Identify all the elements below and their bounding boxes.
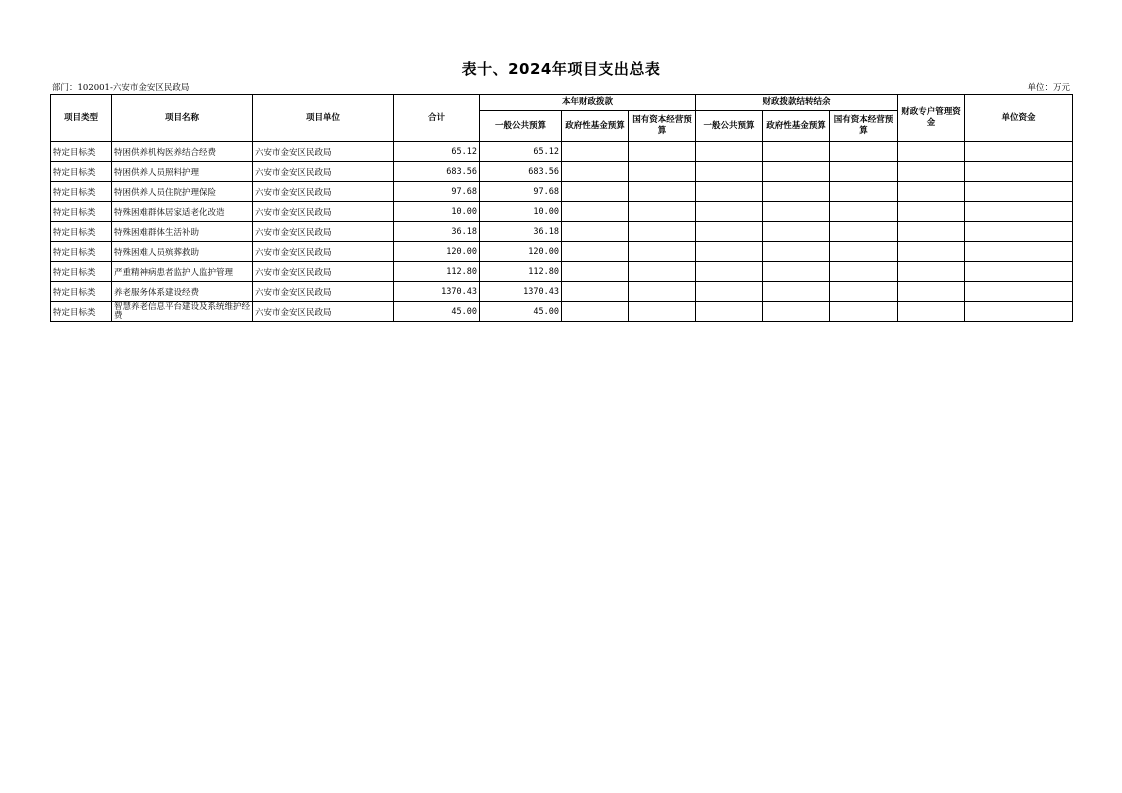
- cell-unit: 六安市金安区民政局: [253, 262, 394, 282]
- cell-empty: [562, 202, 629, 222]
- cell-unit: 六安市金安区民政局: [253, 242, 394, 262]
- cell-unit: 六安市金安区民政局: [253, 142, 394, 162]
- table-row: [51, 182, 1073, 202]
- header-project-type: 项目类型: [51, 95, 112, 142]
- cell-general-budget: 120.00: [480, 242, 562, 262]
- cell-empty: [629, 142, 696, 162]
- cell-empty: [562, 162, 629, 182]
- cell-empty: [965, 262, 1073, 282]
- cell-name: 特殊困难群体居家适老化改造: [112, 202, 253, 222]
- header-carryover-general-budget: 一般公共预算: [696, 111, 763, 142]
- cell-empty: [562, 302, 629, 322]
- cell-general-budget: 10.00: [480, 202, 562, 222]
- header-project-unit: 项目单位: [253, 95, 394, 142]
- cell-empty: [898, 142, 965, 162]
- department-label: 部门：102001-六安市金安区民政局: [52, 83, 190, 93]
- cell-empty: [629, 282, 696, 302]
- header-gov-fund-budget: 政府性基金预算: [562, 111, 629, 142]
- cell-empty: [965, 202, 1073, 222]
- cell-empty: [562, 142, 629, 162]
- cell-general-budget: 65.12: [480, 142, 562, 162]
- cell-empty: [629, 302, 696, 322]
- cell-empty: [629, 222, 696, 242]
- table-row: [51, 242, 1073, 262]
- cell-empty: [629, 242, 696, 262]
- cell-empty: [830, 282, 898, 302]
- cell-unit: 六安市金安区民政局: [253, 222, 394, 242]
- header-project-name: 项目名称: [112, 95, 253, 142]
- cell-total: 45.00: [394, 302, 480, 322]
- cell-type: 特定目标类: [51, 182, 112, 202]
- cell-empty: [965, 242, 1073, 262]
- cell-total: 65.12: [394, 142, 480, 162]
- cell-total: 36.18: [394, 222, 480, 242]
- cell-empty: [763, 202, 830, 222]
- cell-empty: [830, 262, 898, 282]
- cell-empty: [696, 182, 763, 202]
- unit-label: 单位：万元: [1027, 83, 1070, 93]
- cell-empty: [830, 222, 898, 242]
- cell-type: 特定目标类: [51, 162, 112, 182]
- cell-empty: [696, 242, 763, 262]
- cell-unit: 六安市金安区民政局: [253, 162, 394, 182]
- cell-empty: [763, 182, 830, 202]
- cell-empty: [629, 262, 696, 282]
- cell-empty: [830, 142, 898, 162]
- header-carryover-gov-fund-budget: 政府性基金预算: [763, 111, 830, 142]
- cell-empty: [965, 142, 1073, 162]
- cell-type: 特定目标类: [51, 142, 112, 162]
- cell-empty: [965, 162, 1073, 182]
- cell-general-budget: 97.68: [480, 182, 562, 202]
- cell-name: 特殊困难人员殡葬救助: [112, 242, 253, 262]
- cell-empty: [562, 182, 629, 202]
- cell-empty: [898, 282, 965, 302]
- table-row: [51, 142, 1073, 162]
- cell-type: 特定目标类: [51, 202, 112, 222]
- cell-empty: [562, 262, 629, 282]
- cell-empty: [763, 222, 830, 242]
- header-carryover-group: 财政拨款结转结余: [696, 95, 898, 111]
- cell-empty: [898, 302, 965, 322]
- cell-general-budget: 112.80: [480, 262, 562, 282]
- cell-empty: [898, 262, 965, 282]
- cell-empty: [629, 162, 696, 182]
- header-state-capital-budget: 国有资本经营预算: [629, 111, 696, 142]
- cell-type: 特定目标类: [51, 282, 112, 302]
- table-row: [51, 202, 1073, 222]
- cell-empty: [629, 182, 696, 202]
- header-current-year-group: 本年财政拨款: [480, 95, 696, 111]
- cell-total: 97.68: [394, 182, 480, 202]
- cell-type: 特定目标类: [51, 262, 112, 282]
- header-general-budget: 一般公共预算: [480, 111, 562, 142]
- cell-unit: 六安市金安区民政局: [253, 202, 394, 222]
- cell-name: 特困供养人员住院护理保险: [112, 182, 253, 202]
- table-row: [51, 282, 1073, 302]
- cell-empty: [562, 282, 629, 302]
- cell-empty: [763, 282, 830, 302]
- cell-name: 智慧养老信息平台建设及系统维护经费: [112, 302, 253, 322]
- cell-type: 特定目标类: [51, 242, 112, 262]
- cell-empty: [965, 222, 1073, 242]
- cell-total: 112.80: [394, 262, 480, 282]
- cell-unit: 六安市金安区民政局: [253, 302, 394, 322]
- cell-empty: [696, 262, 763, 282]
- cell-empty: [965, 302, 1073, 322]
- cell-type: 特定目标类: [51, 302, 112, 322]
- table-row: [51, 302, 1073, 322]
- cell-name: 特殊困难群体生活补助: [112, 222, 253, 242]
- cell-empty: [629, 202, 696, 222]
- cell-unit: 六安市金安区民政局: [253, 282, 394, 302]
- cell-general-budget: 683.56: [480, 162, 562, 182]
- cell-total: 120.00: [394, 242, 480, 262]
- cell-empty: [696, 162, 763, 182]
- table-row: [51, 162, 1073, 182]
- header-special-mgmt-fund: 财政专户管理资金: [898, 95, 965, 142]
- cell-empty: [965, 182, 1073, 202]
- cell-empty: [562, 222, 629, 242]
- cell-empty: [763, 302, 830, 322]
- table-row: [51, 262, 1073, 282]
- header-carryover-state-capital-budget: 国有资本经营预算: [830, 111, 898, 142]
- project-expenditure-table: [50, 94, 1073, 322]
- cell-empty: [696, 202, 763, 222]
- cell-empty: [696, 222, 763, 242]
- cell-empty: [898, 242, 965, 262]
- cell-name: 严重精神病患者监护人监护管理: [112, 262, 253, 282]
- page-title: 表十、2024年项目支出总表: [461, 60, 661, 78]
- header-unit-fund: 单位资金: [965, 95, 1073, 142]
- cell-empty: [830, 302, 898, 322]
- cell-unit: 六安市金安区民政局: [253, 182, 394, 202]
- cell-empty: [965, 282, 1073, 302]
- cell-empty: [830, 162, 898, 182]
- cell-general-budget: 1370.43: [480, 282, 562, 302]
- cell-empty: [830, 202, 898, 222]
- cell-empty: [763, 162, 830, 182]
- cell-total: 10.00: [394, 202, 480, 222]
- cell-empty: [696, 282, 763, 302]
- cell-empty: [898, 202, 965, 222]
- cell-general-budget: 45.00: [480, 302, 562, 322]
- cell-empty: [830, 182, 898, 202]
- cell-empty: [898, 222, 965, 242]
- cell-empty: [763, 262, 830, 282]
- cell-empty: [898, 182, 965, 202]
- cell-empty: [898, 162, 965, 182]
- cell-empty: [696, 302, 763, 322]
- cell-total: 1370.43: [394, 282, 480, 302]
- cell-general-budget: 36.18: [480, 222, 562, 242]
- cell-empty: [562, 242, 629, 262]
- cell-empty: [830, 242, 898, 262]
- cell-type: 特定目标类: [51, 222, 112, 242]
- cell-name: 特困供养人员照料护理: [112, 162, 253, 182]
- header-total: 合计: [394, 95, 480, 142]
- cell-empty: [696, 142, 763, 162]
- cell-name: 养老服务体系建设经费: [112, 282, 253, 302]
- cell-empty: [763, 142, 830, 162]
- table-row: [51, 222, 1073, 242]
- cell-total: 683.56: [394, 162, 480, 182]
- cell-name: 特困供养机构医养结合经费: [112, 142, 253, 162]
- cell-empty: [763, 242, 830, 262]
